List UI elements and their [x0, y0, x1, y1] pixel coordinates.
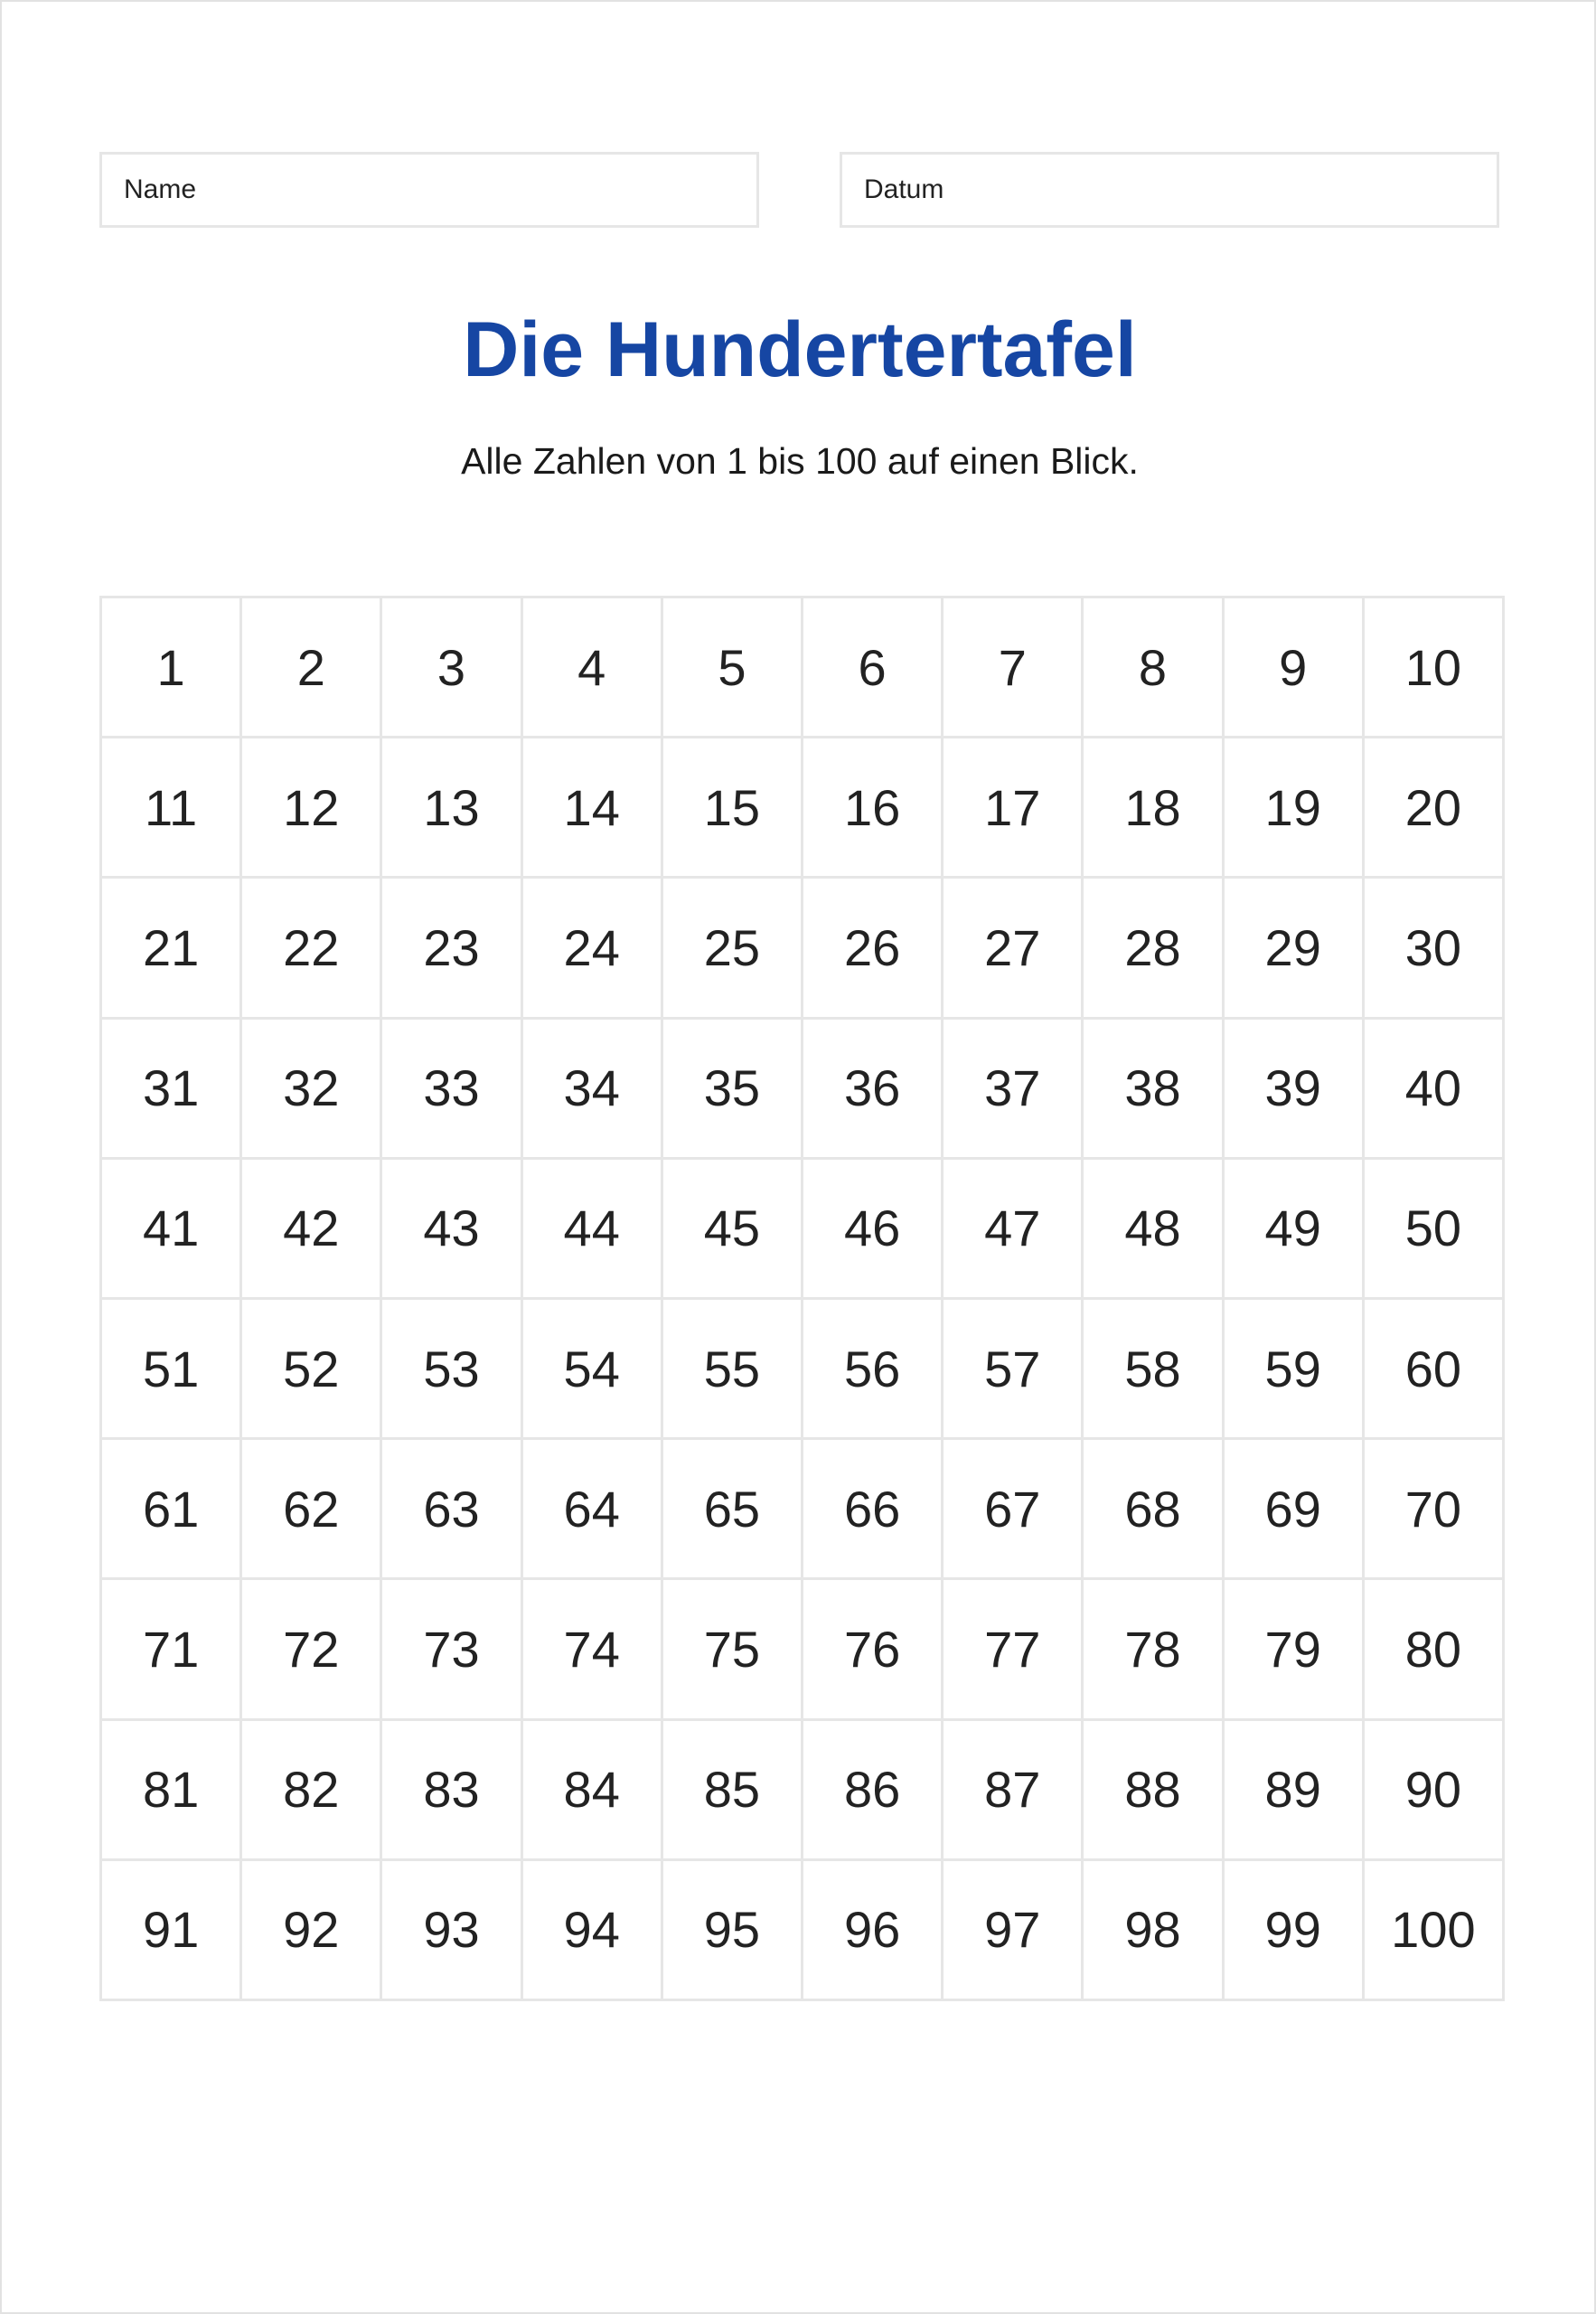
grid-cell: 77	[944, 1580, 1084, 1720]
grid-cell: 42	[242, 1160, 382, 1300]
grid-cell: 47	[944, 1160, 1084, 1300]
grid-cell: 40	[1365, 1020, 1505, 1160]
grid-cell: 3	[382, 598, 522, 738]
grid-cell: 94	[523, 1861, 663, 2001]
page-subtitle: Alle Zahlen von 1 bis 100 auf einen Blick.	[461, 440, 1139, 482]
grid-cell: 1	[102, 598, 242, 738]
grid-cell: 46	[803, 1160, 944, 1300]
grid-cell: 33	[382, 1020, 522, 1160]
grid-cell: 57	[944, 1300, 1084, 1440]
date-field[interactable]	[840, 152, 1499, 228]
hundred-grid	[99, 596, 1505, 2001]
grid-cell: 92	[242, 1861, 382, 2001]
grid-cell: 14	[523, 738, 663, 879]
name-field[interactable]	[99, 152, 759, 228]
grid-cell: 6	[803, 598, 944, 738]
grid-cell: 74	[523, 1580, 663, 1720]
grid-cell: 95	[663, 1861, 803, 2001]
grid-cell: 93	[382, 1861, 522, 2001]
grid-cell: 43	[382, 1160, 522, 1300]
grid-cell: 7	[944, 598, 1084, 738]
grid-cell: 100	[1365, 1861, 1505, 2001]
name-label: Name	[124, 174, 197, 204]
grid-cell: 82	[242, 1721, 382, 1861]
grid-cell: 37	[944, 1020, 1084, 1160]
grid-cell: 51	[102, 1300, 242, 1440]
grid-cell: 76	[803, 1580, 944, 1720]
grid-cell: 25	[663, 879, 803, 1019]
grid-cell: 64	[523, 1440, 663, 1580]
grid-cell: 71	[102, 1580, 242, 1720]
grid-cell: 89	[1225, 1721, 1365, 1861]
grid-cell: 75	[663, 1580, 803, 1720]
grid-cell: 98	[1084, 1861, 1224, 2001]
grid-cell: 20	[1365, 738, 1505, 879]
grid-cell: 97	[944, 1861, 1084, 2001]
grid-cell: 8	[1084, 598, 1224, 738]
grid-cell: 18	[1084, 738, 1224, 879]
grid-cell: 2	[242, 598, 382, 738]
grid-cell: 4	[523, 598, 663, 738]
grid-cell: 15	[663, 738, 803, 879]
grid-cell: 85	[663, 1721, 803, 1861]
grid-cell: 80	[1365, 1580, 1505, 1720]
grid-cell: 68	[1084, 1440, 1224, 1580]
grid-cell: 56	[803, 1300, 944, 1440]
grid-cell: 58	[1084, 1300, 1224, 1440]
grid-cell: 23	[382, 879, 522, 1019]
grid-cell: 59	[1225, 1300, 1365, 1440]
grid-cell: 30	[1365, 879, 1505, 1019]
grid-cell: 36	[803, 1020, 944, 1160]
grid-cell: 39	[1225, 1020, 1365, 1160]
grid-cell: 41	[102, 1160, 242, 1300]
grid-cell: 5	[663, 598, 803, 738]
grid-cell: 32	[242, 1020, 382, 1160]
grid-cell: 70	[1365, 1440, 1505, 1580]
grid-cell: 45	[663, 1160, 803, 1300]
grid-cell: 84	[523, 1721, 663, 1861]
grid-cell: 17	[944, 738, 1084, 879]
grid-cell: 13	[382, 738, 522, 879]
grid-cell: 99	[1225, 1861, 1365, 2001]
grid-cell: 48	[1084, 1160, 1224, 1300]
grid-cell: 29	[1225, 879, 1365, 1019]
grid-cell: 35	[663, 1020, 803, 1160]
grid-cell: 52	[242, 1300, 382, 1440]
grid-cell: 81	[102, 1721, 242, 1861]
grid-cell: 86	[803, 1721, 944, 1861]
grid-cell: 91	[102, 1861, 242, 2001]
grid-cell: 53	[382, 1300, 522, 1440]
grid-cell: 78	[1084, 1580, 1224, 1720]
grid-cell: 10	[1365, 598, 1505, 738]
grid-cell: 44	[523, 1160, 663, 1300]
grid-cell: 38	[1084, 1020, 1224, 1160]
grid-cell: 72	[242, 1580, 382, 1720]
grid-cell: 62	[242, 1440, 382, 1580]
grid-cell: 26	[803, 879, 944, 1019]
grid-cell: 24	[523, 879, 663, 1019]
grid-cell: 11	[102, 738, 242, 879]
grid-cell: 61	[102, 1440, 242, 1580]
grid-cell: 83	[382, 1721, 522, 1861]
grid-cell: 87	[944, 1721, 1084, 1861]
grid-cell: 28	[1084, 879, 1224, 1019]
grid-cell: 69	[1225, 1440, 1365, 1580]
grid-cell: 9	[1225, 598, 1365, 738]
grid-cell: 21	[102, 879, 242, 1019]
grid-cell: 66	[803, 1440, 944, 1580]
grid-cell: 50	[1365, 1160, 1505, 1300]
grid-cell: 49	[1225, 1160, 1365, 1300]
grid-cell: 34	[523, 1020, 663, 1160]
grid-cell: 67	[944, 1440, 1084, 1580]
grid-cell: 27	[944, 879, 1084, 1019]
grid-cell: 22	[242, 879, 382, 1019]
grid-cell: 19	[1225, 738, 1365, 879]
grid-cell: 16	[803, 738, 944, 879]
grid-cell: 96	[803, 1861, 944, 2001]
grid-cell: 12	[242, 738, 382, 879]
grid-cell: 88	[1084, 1721, 1224, 1861]
grid-cell: 90	[1365, 1721, 1505, 1861]
grid-cell: 79	[1225, 1580, 1365, 1720]
grid-cell: 31	[102, 1020, 242, 1160]
grid-cell: 65	[663, 1440, 803, 1580]
grid-cell: 63	[382, 1440, 522, 1580]
grid-cell: 73	[382, 1580, 522, 1720]
grid-cell: 60	[1365, 1300, 1505, 1440]
page-title: Die Hundertertafel	[463, 306, 1137, 393]
grid-cell: 54	[523, 1300, 663, 1440]
date-label: Datum	[864, 174, 944, 204]
grid-cell: 55	[663, 1300, 803, 1440]
